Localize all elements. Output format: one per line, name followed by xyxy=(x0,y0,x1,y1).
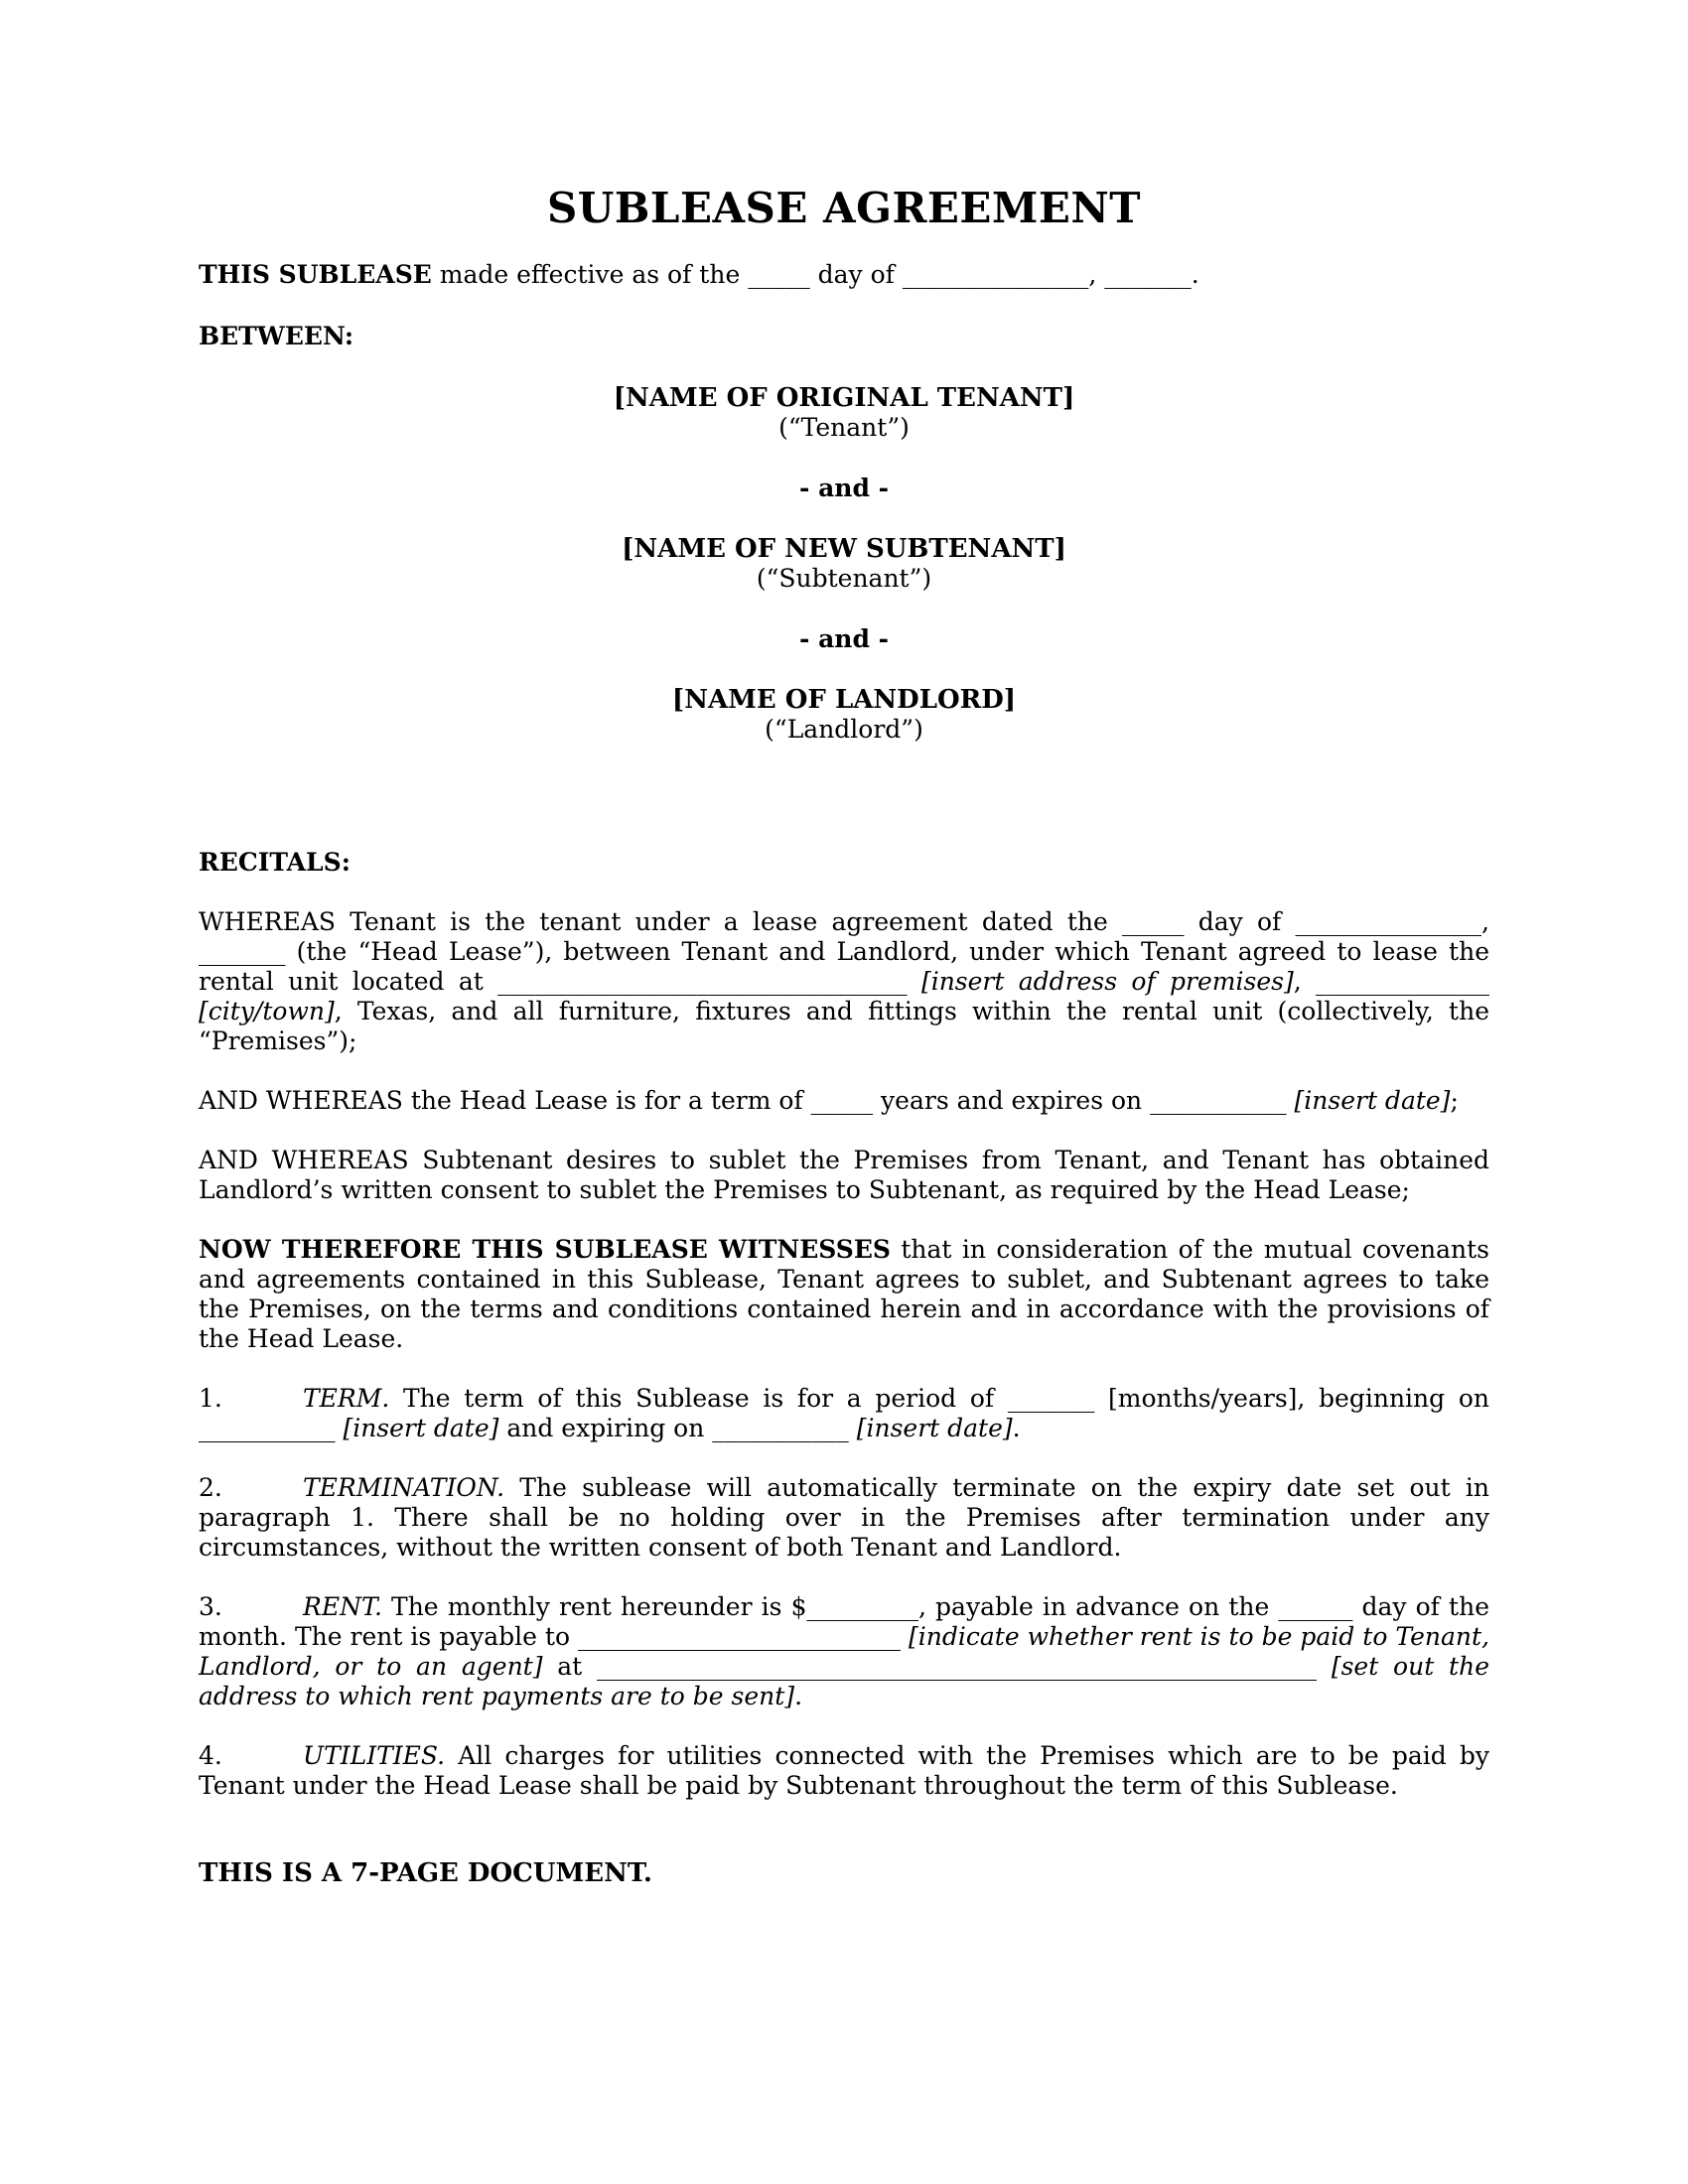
party-alias: (“Subtenant”) xyxy=(756,564,932,593)
text-run-italic: UTILITIES. xyxy=(303,1741,446,1770)
text-run: WHEREAS Tenant is the tenant under a lease agreement dated the _____ day of _______________, _______ (the “Head Lease”), between Tenant and Landlord, under which Tenant agreed to lease the rental unit located at _________________________________ xyxy=(199,907,1489,996)
recitals-label: RECITALS: xyxy=(199,848,351,877)
paragraph-number: 3. xyxy=(199,1592,222,1621)
text-run: ; xyxy=(1450,1086,1459,1115)
numbered-paragraph xyxy=(199,1384,1489,1443)
text-run: The sublease will automatically terminate on the expiry date set out in paragraph 1. There shall be no holding over in the Premises after termination under any circumstances, without the written consent of both Tenant and Landlord. xyxy=(199,1473,1489,1562)
text-run: made effective as of the _____ day of _______________, _______. xyxy=(431,260,1199,289)
text-run: , Texas, and all furniture, fixtures and fittings within the rental unit (collectively, the “Premises”); xyxy=(199,997,1489,1055)
intro-paragraph xyxy=(199,260,1489,290)
text-run: AND WHEREAS Subtenant desires to sublet the Premises from Tenant, and Tenant has obtained Landlord’s written consent to sublet the Premises to Subtenant, as required by the Head Lease; xyxy=(199,1146,1489,1204)
and-separator: - and - xyxy=(798,624,889,653)
recital-paragraph xyxy=(199,1146,1489,1205)
party-name: [NAME OF LANDLORD] xyxy=(671,685,1017,715)
party-alias: (“Landlord”) xyxy=(765,715,923,744)
text-run: , ______________ xyxy=(1293,967,1489,996)
paragraph-number: 4. xyxy=(199,1741,222,1770)
text-run-italic: [insert address of premises] xyxy=(920,967,1294,996)
recital-paragraph xyxy=(199,1235,1489,1354)
recitals-paragraphs xyxy=(199,907,1489,1801)
text-run-bold: THIS SUBLEASE xyxy=(199,260,432,289)
text-run-italic: [set out the address to which rent payments are to be sent] xyxy=(199,1652,1489,1710)
paragraph-number: 2. xyxy=(199,1473,222,1502)
numbered-paragraph xyxy=(199,1741,1489,1801)
document-title: SUBLEASE AGREEMENT xyxy=(546,184,1142,232)
parties-block xyxy=(199,383,1489,745)
text-run: The monthly rent hereunder is $_________, payable in advance on the ______ day of the month. The rent is payable to __________________________ xyxy=(199,1592,1489,1651)
recital-paragraph xyxy=(199,907,1489,1056)
party-alias: (“Tenant”) xyxy=(778,413,910,442)
text-run-italic: [indicate whether rent is to be paid to Tenant, Landlord, or to an agent] xyxy=(199,1622,1490,1681)
and-separator: - and - xyxy=(798,474,889,502)
text-run: The term of this Sublease is for a period of _______ [months/years], beginning on ___________ xyxy=(199,1384,1489,1442)
text-run: that in consideration of the mutual covenants and agreements contained in this Sublease, Tenant agrees to sublet, and Subtenant agrees to take the Premises, on the terms and conditions contained herein and in accordance with the provisions of the Head Lease. xyxy=(199,1235,1489,1353)
page-count-note: THIS IS A 7-PAGE DOCUMENT. xyxy=(199,1858,652,1888)
text-run: . xyxy=(794,1682,803,1710)
text-run-bold: NOW THEREFORE THIS SUBLEASE WITNESSES xyxy=(199,1235,891,1264)
text-run-italic: [city/town] xyxy=(199,997,335,1025)
text-run-italic: TERMINATION. xyxy=(303,1473,505,1502)
party-name: [NAME OF ORIGINAL TENANT] xyxy=(613,383,1075,413)
text-run: at __________________________________________________________ xyxy=(542,1652,1332,1681)
text-run: AND WHEREAS the Head Lease is for a term of _____ years and expires on ___________ xyxy=(199,1086,1295,1115)
between-label: BETWEEN: xyxy=(199,322,354,350)
text-run-italic: TERM. xyxy=(303,1384,390,1413)
text-run-italic: RENT. xyxy=(303,1592,382,1621)
text-run-italic: [insert date] xyxy=(856,1414,1013,1442)
party-name: [NAME OF NEW SUBTENANT] xyxy=(622,534,1066,564)
text-run: and expiring on ___________ xyxy=(498,1414,857,1442)
text-run: All charges for utilities connected with the Premises which are to be paid by Tenant under the Head Lease shall be paid by Subtenant throughout the term of this Sublease. xyxy=(199,1741,1489,1800)
text-run-italic: [insert date] xyxy=(1294,1086,1451,1115)
paragraph-number: 1. xyxy=(199,1384,222,1413)
text-run-italic: [insert date] xyxy=(343,1414,499,1442)
text-run: . xyxy=(1012,1414,1021,1442)
recital-paragraph xyxy=(199,1086,1489,1116)
numbered-paragraph xyxy=(199,1473,1489,1563)
numbered-paragraph xyxy=(199,1592,1489,1711)
